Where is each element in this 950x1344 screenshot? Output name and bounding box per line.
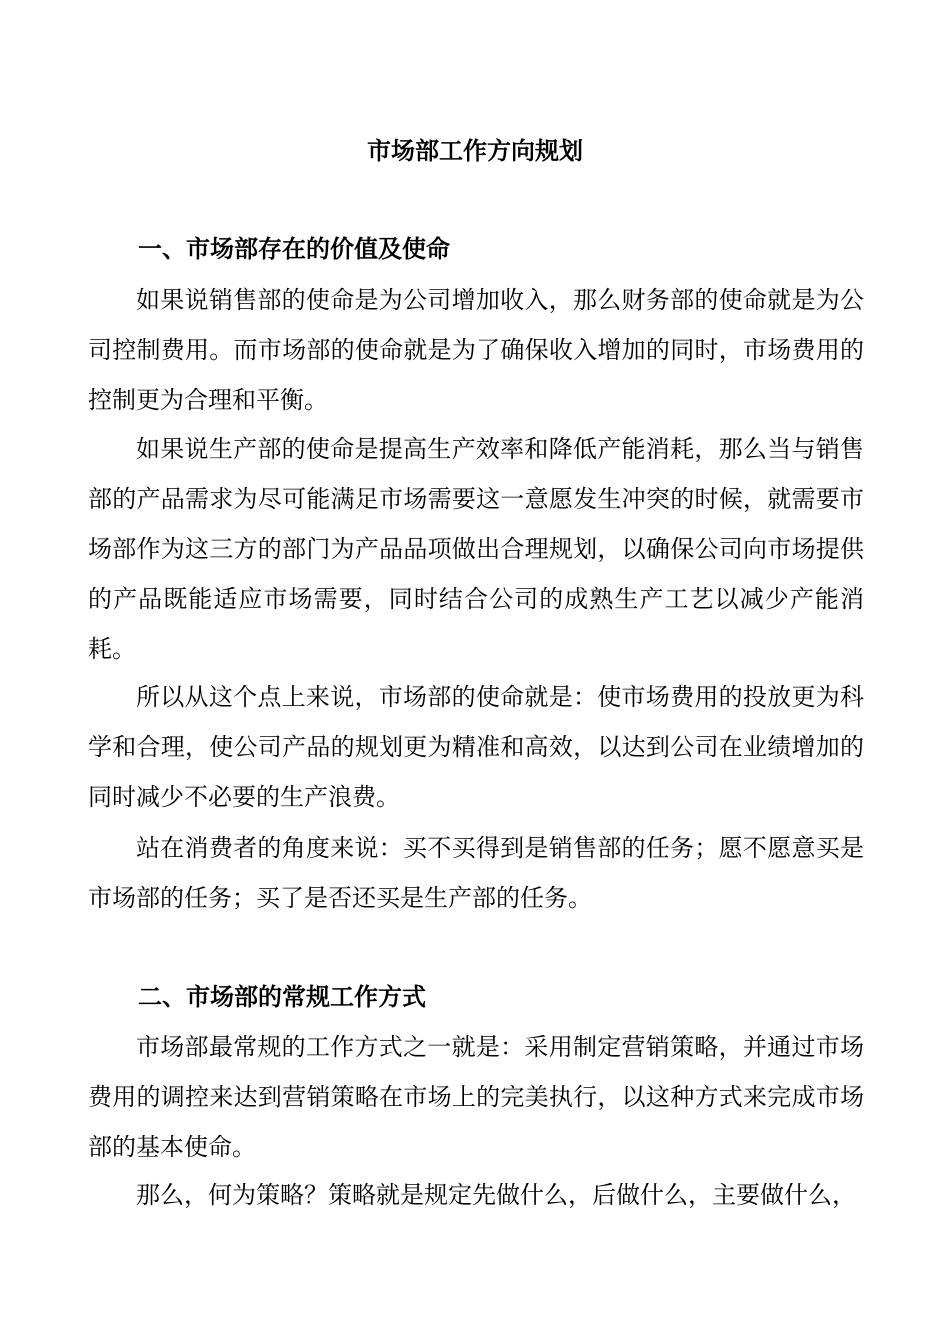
paragraph: 如果说生产部的使命是提高生产效率和降低产能消耗，那么当与销售部的产品需求为尽可能满足市场需要这一意愿发生冲突的时候，就需要市场部作为这三方的部门为产品品项做出合理规划，以确保公司向市场提供的产品既能适应市场需要，同时结合公司的成熟生产工艺以减少产能消耗。	[88, 435, 864, 663]
section-heading-mission: 一、市场部存在的价值及使命	[138, 234, 450, 263]
paragraph: 站在消费者的角度来说：买不买得到是销售部的任务；愿不愿意买是市场部的任务；买了是否还买是生产部的任务。	[88, 834, 864, 912]
paragraph: 那么，何为策略？策略就是规定先做什么，后做什么，主要做什么，	[136, 1181, 856, 1209]
section-heading-working-method: 二、市场部的常规工作方式	[138, 982, 426, 1011]
document-title: 市场部工作方向规划	[367, 136, 583, 165]
paragraph: 所以从这个点上来说，市场部的使命就是：使市场费用的投放更为科学和合理，使公司产品的规划更为精准和高效，以达到公司在业绩增加的同时减少不必要的生产浪费。	[88, 683, 864, 811]
paragraph: 如果说销售部的使命是为公司增加收入，那么财务部的使命就是为公司控制费用。而市场部的使命就是为了确保收入增加的同时，市场费用的控制更为合理和平衡。	[88, 286, 864, 414]
paragraph: 市场部最常规的工作方式之一就是：采用制定营销策略，并通过市场费用的调控来达到营销策略在市场上的完美执行，以这种方式来完成市场部的基本使命。	[88, 1033, 864, 1161]
